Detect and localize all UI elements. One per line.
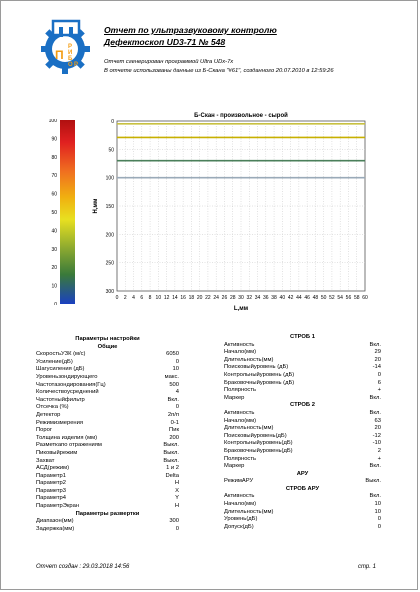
strobe2-title: СТРОБ 2	[290, 402, 315, 409]
strobe1-label: Поисковыйуровень (дБ)	[224, 364, 289, 371]
aru-title: АРУ	[296, 470, 309, 477]
created-footer: Отчет создан : 29.03.2018 14:56	[36, 564, 130, 570]
strobe1-row	[224, 380, 381, 388]
generated-by-text: Отчет сгенерирован программой Ultra UDx-7x	[104, 59, 234, 65]
sweep-label: Диапазон(мм)	[36, 518, 74, 525]
x-tick-label: 28	[229, 295, 236, 301]
strobe1-value: +	[377, 387, 381, 394]
setting-label: Толщина изделия (мм)	[36, 434, 97, 441]
setting-value: Delta	[165, 472, 179, 479]
strobe2-row	[224, 440, 381, 448]
chart-title: Б-Скан - произвольное - сырой	[194, 113, 288, 119]
x-tick-label: 46	[304, 295, 310, 301]
setting-value: 200	[169, 434, 179, 441]
strobe-aru-value: 10	[374, 508, 381, 515]
setting-label: Уровеньзондирующего	[36, 373, 98, 380]
general-title: Общие	[97, 343, 118, 350]
sweep-value: 0	[175, 525, 179, 532]
x-tick-label: 0	[115, 295, 119, 301]
setting-row	[36, 503, 179, 511]
amplitude-color-scale	[36, 119, 76, 305]
setting-label: Режимизмерения	[36, 419, 84, 426]
strobe-aru-label: Допуск(дБ)	[224, 523, 254, 530]
setting-value: макс.	[164, 373, 179, 380]
setting-label: Детектор	[36, 411, 61, 418]
strobe2-value: 2	[377, 447, 381, 454]
strobe2-label: Маркер	[224, 463, 245, 470]
strobe-aru-title: СТРОБ АРУ	[285, 485, 320, 492]
scale-tick-label: 50	[51, 210, 57, 216]
strobe2-value: Вкл.	[369, 463, 381, 470]
strobe-aru-value: 0	[377, 516, 381, 523]
x-tick-label: 36	[263, 295, 269, 301]
strobe1-title: СТРОБ 1	[290, 334, 315, 340]
setting-row	[36, 366, 179, 374]
setting-row	[36, 435, 179, 443]
x-tick-label: 34	[254, 295, 261, 301]
strobe-aru-row	[224, 509, 381, 517]
strobe1-value: -14	[372, 364, 381, 371]
setting-row	[36, 374, 179, 382]
page-number: стр. 1	[358, 564, 376, 570]
strobe-aru-row	[224, 501, 381, 509]
x-tick-label: 56	[345, 295, 352, 301]
y-tick-label: 150	[105, 204, 114, 210]
x-tick-label: 18	[188, 295, 195, 301]
x-tick-label: 48	[312, 295, 319, 301]
strobe2-label: Начало(мм)	[224, 417, 257, 424]
y-tick-label: 50	[108, 147, 114, 154]
x-tick-label: 60	[362, 295, 368, 301]
setting-value: Пик	[169, 427, 179, 434]
strobe-aru-value: Вкл.	[369, 493, 381, 500]
scale-tick-label: 100	[48, 119, 57, 124]
x-tick-label: 30	[238, 295, 244, 301]
strobe1-row	[224, 342, 381, 350]
y-tick-label: 100	[105, 175, 114, 182]
color-scale-bar	[60, 120, 75, 304]
setting-value: Выкл.	[163, 449, 179, 456]
setting-value: 500	[169, 381, 179, 388]
device-title: Дефектоскоп UD3-71 № 548	[104, 37, 226, 47]
strobe-aru-row	[224, 516, 381, 524]
setting-value: H	[174, 480, 179, 487]
scale-tick-label: 60	[51, 191, 57, 198]
strobe2-value: -12	[372, 432, 381, 439]
aru-label: РежимАРУ	[224, 478, 254, 485]
strobe2-row	[224, 425, 381, 433]
setting-row	[36, 389, 179, 397]
setting-label: СкоростьУЗК (м/с)	[36, 351, 86, 358]
x-tick-label: 42	[287, 295, 294, 301]
strobe2-value: -10	[372, 440, 381, 447]
strobe-aru-row	[224, 524, 381, 532]
setting-value: 6050	[166, 351, 179, 358]
x-tick-label: 2	[123, 295, 127, 301]
x-tick-label: 32	[246, 295, 253, 301]
strobe2-value: +	[377, 455, 381, 462]
strobe1-label: Активность	[224, 341, 255, 348]
strobe1-value: 29	[374, 349, 381, 356]
setting-value: Вкл.	[167, 396, 179, 403]
x-tick-label: 26	[221, 295, 228, 301]
x-tick-label: 50	[320, 295, 327, 301]
strobe1-value: Вкл.	[369, 394, 381, 401]
setting-value: 4	[175, 389, 179, 396]
source-text: В отчете использованы данные из Б-Скана "#61", созданного 20.07.2010 в 12:59:26	[104, 68, 334, 74]
setting-row	[36, 404, 179, 412]
sweep-row	[36, 526, 179, 534]
strobe1-value: Вкл.	[369, 341, 381, 348]
strobe2-row	[224, 448, 381, 456]
setting-label: АСД(режим)	[36, 465, 70, 472]
svg-text:Б: Б	[68, 56, 73, 62]
scale-tick-label: 70	[51, 173, 57, 180]
sweep-title: Параметры развертки	[75, 510, 140, 517]
strobe1-row	[224, 395, 381, 403]
strobe2-value: 63	[374, 417, 381, 424]
strobe2-value: Вкл.	[369, 409, 381, 416]
setting-label: Параметр2	[36, 480, 66, 487]
gear-logo-icon	[41, 15, 97, 77]
x-tick-label: 6	[140, 295, 144, 301]
setting-value: 10	[172, 366, 179, 373]
setting-label: Шагусиления (дБ)	[36, 366, 85, 373]
strobe2-label: Браковочныйуровень(дБ)	[224, 447, 293, 454]
scale-tick-label: 20	[51, 265, 57, 272]
x-tick-label: 16	[180, 295, 186, 301]
settings-title: Параметры настройки	[75, 336, 140, 342]
b-scan-chart	[81, 109, 371, 321]
y-axis-label: H,мм	[93, 198, 99, 214]
sweep-row	[36, 518, 179, 526]
x-axis-label: L,мм	[233, 306, 249, 312]
x-tick-label: 38	[271, 295, 277, 301]
setting-value: X	[175, 487, 179, 494]
strobe-aru-label: Уровень(дБ)	[224, 516, 258, 523]
y-tick-label: 200	[105, 232, 114, 239]
setting-value: H	[174, 503, 179, 510]
x-tick-label: 20	[196, 295, 203, 301]
x-tick-label: 52	[329, 295, 335, 301]
setting-row	[36, 359, 179, 367]
y-tick-label: 0	[111, 119, 114, 125]
x-tick-label: 44	[296, 295, 302, 301]
y-tick-label: 250	[105, 260, 114, 267]
setting-value: 0	[175, 358, 179, 365]
settings-table	[36, 336, 179, 533]
scale-tick-label: 10	[51, 283, 57, 290]
strobes-table	[224, 334, 381, 531]
strobe-aru-value: 10	[374, 501, 381, 508]
svg-text:П: П	[55, 48, 64, 62]
strobe2-label: Полярность	[224, 455, 257, 462]
setting-value: Выкл.	[163, 442, 179, 449]
strobe2-label: Контрольныйуровень(дБ)	[224, 440, 293, 447]
svg-text:О: О	[68, 62, 73, 68]
strobe2-row	[224, 456, 381, 464]
setting-label: ПараметрЭкран	[36, 503, 80, 510]
setting-row	[36, 397, 179, 405]
strobe-aru-label: Длительность(мм)	[224, 508, 274, 515]
strobe1-value: 6	[377, 379, 381, 386]
x-tick-label: 40	[279, 295, 286, 301]
x-tick-label: 58	[353, 295, 360, 301]
setting-row	[36, 458, 179, 466]
setting-row	[36, 450, 179, 458]
aru-value: Выкл.	[365, 478, 381, 485]
strobe1-label: Длительность(мм)	[224, 356, 274, 363]
strobe2-value: 20	[374, 425, 381, 432]
setting-label: Параметр1	[36, 472, 66, 479]
strobe1-label: Контрольныйуровень (дБ)	[224, 371, 295, 378]
strobe1-row	[224, 349, 381, 357]
setting-label: Количествоусреднений	[36, 389, 99, 396]
setting-value: Выкл.	[163, 457, 179, 464]
strobe1-label: Начало(мм)	[224, 349, 257, 356]
x-tick-label: 10	[155, 295, 162, 301]
setting-value: 0	[175, 404, 179, 411]
setting-label: Параметр3	[36, 487, 66, 494]
setting-value: 2п/п	[167, 411, 179, 418]
setting-label: Частотазондирования(Гц)	[36, 381, 106, 388]
setting-row	[36, 465, 179, 473]
setting-row	[36, 420, 179, 428]
scale-tick-label: 80	[51, 154, 57, 161]
svg-text:Р: Р	[68, 44, 73, 50]
strobe-aru-label: Начало(мм)	[224, 501, 257, 508]
strobe-aru-row	[224, 493, 381, 501]
strobe1-row	[224, 387, 381, 395]
x-tick-label: 54	[337, 295, 343, 301]
sweep-label: Задержка(мм)	[36, 525, 75, 532]
svg-text:И: И	[68, 50, 73, 56]
setting-row	[36, 480, 179, 488]
x-tick-label: 4	[132, 295, 135, 301]
strobe2-label: Поисковыйуровень(дБ)	[224, 432, 287, 439]
setting-label: Отсечка (%)	[36, 404, 69, 411]
setting-value: Y	[175, 495, 179, 502]
x-tick-label: 14	[172, 295, 178, 301]
strobe1-label: Браковочныйуровень (дБ)	[224, 379, 295, 386]
strobe1-label: Маркер	[224, 394, 245, 401]
svg-text:Р: Р	[74, 62, 79, 68]
x-tick-label: 22	[205, 295, 211, 301]
strobe1-value: 0	[377, 371, 381, 378]
setting-label: Порог	[36, 427, 52, 434]
setting-label: Захват	[36, 457, 55, 464]
setting-label: Частотныйфильтр	[36, 396, 85, 403]
setting-label: Пиковыйрежим	[36, 449, 78, 456]
setting-row	[36, 473, 179, 481]
scale-tick-label: 0	[54, 302, 57, 305]
setting-value: 0-1	[170, 419, 179, 426]
setting-row	[36, 495, 179, 503]
setting-value: 1 и 2	[166, 465, 179, 472]
y-tick-label: 300	[105, 289, 114, 295]
x-tick-label: 24	[213, 295, 219, 301]
strobe-aru-value: 0	[377, 523, 381, 530]
strobe-aru-label: Активность	[224, 493, 255, 500]
strobe1-row	[224, 372, 381, 380]
aru-row	[224, 478, 381, 486]
setting-row	[36, 488, 179, 496]
x-tick-label: 12	[163, 295, 170, 301]
scale-tick-label: 90	[51, 136, 57, 143]
strobe2-row	[224, 463, 381, 471]
setting-row	[36, 427, 179, 435]
strobe2-row	[224, 410, 381, 418]
setting-row	[36, 412, 179, 420]
setting-row	[36, 351, 179, 359]
setting-label: Разметкапо отражениям	[36, 442, 102, 449]
strobe1-value: 20	[374, 356, 381, 363]
x-tick-label: 8	[148, 295, 152, 301]
strobe2-row	[224, 418, 381, 426]
setting-label: Усиление(дБ)	[36, 358, 73, 365]
strobe1-row	[224, 364, 381, 372]
strobe1-label: Полярность	[224, 387, 257, 394]
sweep-value: 300	[169, 518, 179, 525]
strobe2-label: Активность	[224, 409, 255, 416]
scale-tick-label: 30	[51, 246, 57, 253]
setting-row	[36, 442, 179, 450]
report-title: Отчет по ультразвуковому контролю	[104, 25, 277, 35]
setting-label: Параметр4	[36, 495, 66, 502]
strobe2-label: Длительность(мм)	[224, 425, 274, 432]
scale-tick-label: 40	[51, 228, 57, 235]
